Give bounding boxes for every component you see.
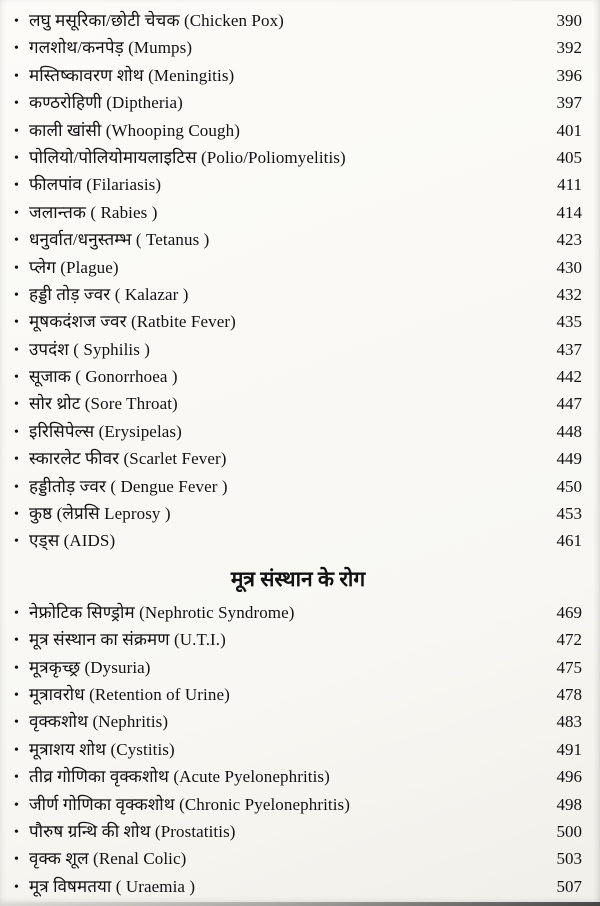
entry-title: मूत्र संस्थान का संक्रमण (U.T.I.) <box>29 630 226 650</box>
bullet-icon: • <box>14 178 19 194</box>
entry-title: मूषकदंशज ज्वर (Ratbite Fever) <box>29 312 236 332</box>
toc-entry <box>14 682 582 709</box>
toc-entry <box>14 419 582 446</box>
entry-title: हड्डी तोड़ ज्वर ( Kalazar ) <box>29 284 189 304</box>
toc-entry <box>14 709 582 736</box>
entry-page-number: 423 <box>556 230 582 250</box>
entry-title: जलान्तक ( Rabies ) <box>29 202 158 222</box>
toc-entry <box>14 819 582 846</box>
entry-page-number: 405 <box>556 147 582 167</box>
toc-entry <box>14 90 582 117</box>
entry-page-number: 447 <box>556 394 582 414</box>
bullet-icon: • <box>14 507 19 523</box>
toc-entry <box>14 391 582 418</box>
entry-page-number: 392 <box>556 38 582 58</box>
entry-page-number: 503 <box>556 849 582 869</box>
entry-page-number: 435 <box>556 312 582 332</box>
toc-entry <box>14 874 582 901</box>
entry-page-number: 411 <box>557 175 582 195</box>
bullet-icon: • <box>14 260 19 276</box>
toc-entry <box>14 309 582 336</box>
entry-page-number: 390 <box>556 11 582 30</box>
entry-page-number: 472 <box>556 630 582 650</box>
bullet-icon: • <box>14 770 19 786</box>
table-of-contents <box>14 8 582 901</box>
entry-page-number: 507 <box>556 876 582 896</box>
entry-page-number: 469 <box>556 602 582 622</box>
bullet-icon: • <box>14 342 19 358</box>
toc-entry <box>14 118 582 145</box>
entry-page-number: 496 <box>556 767 582 787</box>
entry-page-number: 397 <box>556 93 582 113</box>
toc-entry <box>14 255 582 282</box>
entry-page-number: 449 <box>556 449 582 469</box>
entry-page-number: 478 <box>556 684 582 704</box>
entry-page-number: 483 <box>556 712 582 732</box>
entry-title: धनुर्वात/धनुस्तम्भ ( Tetanus ) <box>29 230 210 250</box>
entry-title: हड्डीतोड़ ज्वर ( Dengue Fever ) <box>29 476 228 496</box>
bullet-icon: • <box>14 315 19 331</box>
bullet-icon: • <box>14 123 19 139</box>
entry-title: मूत्राशय शोथ (Cystitis) <box>29 739 175 759</box>
entry-title: जीर्ण गोणिका वृक्कशोथ (Chronic Pyelonephritis) <box>29 794 351 814</box>
bullet-icon: • <box>14 687 19 703</box>
toc-entry <box>14 364 582 391</box>
entry-title: स्कारलेट फीवर (Scarlet Fever) <box>29 449 227 469</box>
entry-title: वृक्कशोथ (Nephritis) <box>29 712 169 732</box>
toc-entry <box>14 8 582 35</box>
entry-page-number: 498 <box>556 794 582 814</box>
entry-page-number: 442 <box>556 367 582 387</box>
entry-page-number: 453 <box>556 504 582 524</box>
toc-entry <box>14 145 582 172</box>
entry-page-number: 414 <box>556 202 582 222</box>
entry-page-number: 437 <box>556 339 582 359</box>
bullet-icon: • <box>14 452 19 468</box>
toc-entry <box>14 600 582 627</box>
toc-entry <box>14 200 582 227</box>
entry-title: सोर थ्रोट (Sore Throat) <box>29 394 178 414</box>
toc-entry <box>14 227 582 254</box>
entry-page-number: 491 <box>556 739 582 759</box>
entry-title: मूत्रकृच्छ्र (Dysuria) <box>29 657 151 677</box>
toc-entry <box>14 474 582 501</box>
entry-title: उपदंश ( Syphilis ) <box>29 339 151 359</box>
toc-entry <box>14 337 582 364</box>
bullet-icon: • <box>14 534 19 550</box>
bullet-icon: • <box>14 715 19 731</box>
entry-title: इरिसिपेल्स (Erysipelas) <box>29 421 182 441</box>
entry-page-number: 430 <box>556 257 582 277</box>
bullet-icon: • <box>14 479 19 495</box>
entry-title: पोलियो/पोलियोमायलाइटिस (Polio/Poliomyelitis) <box>29 147 346 167</box>
entry-title: गलशोथ/कनपेड़ (Mumps) <box>29 38 193 58</box>
toc-entry <box>14 737 582 764</box>
entry-title: प्लेग (Plague) <box>29 257 119 277</box>
toc-entry <box>14 528 582 555</box>
bullet-icon: • <box>14 233 19 249</box>
toc-entry <box>14 35 582 62</box>
entry-page-number: 448 <box>556 421 582 441</box>
toc-entry <box>14 63 582 90</box>
entry-page-number: 500 <box>556 821 582 841</box>
entry-title: तीव्र गोणिका वृक्कशोथ (Acute Pyelonephritis) <box>29 767 330 787</box>
entry-title: मूत्रावरोध (Retention of Urine) <box>29 684 230 704</box>
entry-title: फीलपांव (Filariasis) <box>29 175 162 195</box>
bullet-icon: • <box>14 41 19 57</box>
toc-entry <box>14 501 582 528</box>
bullet-icon: • <box>14 879 19 895</box>
bullet-icon: • <box>14 852 19 868</box>
toc-entry <box>14 655 582 682</box>
entry-page-number: 432 <box>556 284 582 304</box>
entry-page-number: 461 <box>556 531 582 551</box>
bullet-icon: • <box>14 797 19 813</box>
entry-title: लघु मसूरिका/छोटी चेचक (Chicken Pox) <box>29 11 284 30</box>
entry-page-number: 450 <box>556 476 582 496</box>
entry-title: सूजाक ( Gonorrhoea ) <box>29 367 178 387</box>
bullet-icon: • <box>14 742 19 758</box>
entry-title: वृक्क शूल (Renal Colic) <box>29 849 187 869</box>
entry-page-number: 396 <box>556 65 582 85</box>
bullet-icon: • <box>14 633 19 649</box>
bullet-icon: • <box>14 205 19 221</box>
bullet-icon: • <box>14 370 19 386</box>
bullet-icon: • <box>14 605 19 621</box>
bullet-icon: • <box>14 150 19 166</box>
bullet-icon: • <box>14 14 19 29</box>
entry-title: मूत्र विषमतया ( Uraemia ) <box>29 876 196 896</box>
entry-page-number: 475 <box>556 657 582 677</box>
bullet-icon: • <box>14 96 19 112</box>
entry-title: नेफ्रोटिक सिण्ड्रोम (Nephrotic Syndrome) <box>29 602 295 622</box>
entry-page-number: 401 <box>556 120 582 140</box>
toc-entry <box>14 846 582 873</box>
toc-entry <box>14 764 582 791</box>
entry-title: पौरुष ग्रन्थि की शोथ (Prostatitis) <box>29 821 236 841</box>
toc-entry <box>14 627 582 654</box>
entry-title: काली खांसी (Whooping Cough) <box>29 120 240 140</box>
bullet-icon: • <box>14 397 19 413</box>
bullet-icon: • <box>14 68 19 84</box>
bullet-icon: • <box>14 824 19 840</box>
entry-title: एड्स (AIDS) <box>29 531 116 551</box>
toc-entry <box>14 446 582 473</box>
bullet-icon: • <box>14 660 19 676</box>
toc-entry <box>14 792 582 819</box>
section-heading: मूत्र संस्थान के रोग <box>230 566 366 591</box>
entry-title: मस्तिष्कावरण शोथ (Meningitis) <box>29 65 235 85</box>
bullet-icon: • <box>14 287 19 303</box>
entry-title: कुष्ठ (लेप्रसि Leprosy ) <box>29 504 171 524</box>
toc-entry <box>14 172 582 199</box>
entry-title: कण्ठरोहिणी (Diptheria) <box>29 93 183 113</box>
bullet-icon: • <box>14 424 19 440</box>
toc-entry <box>14 282 582 309</box>
